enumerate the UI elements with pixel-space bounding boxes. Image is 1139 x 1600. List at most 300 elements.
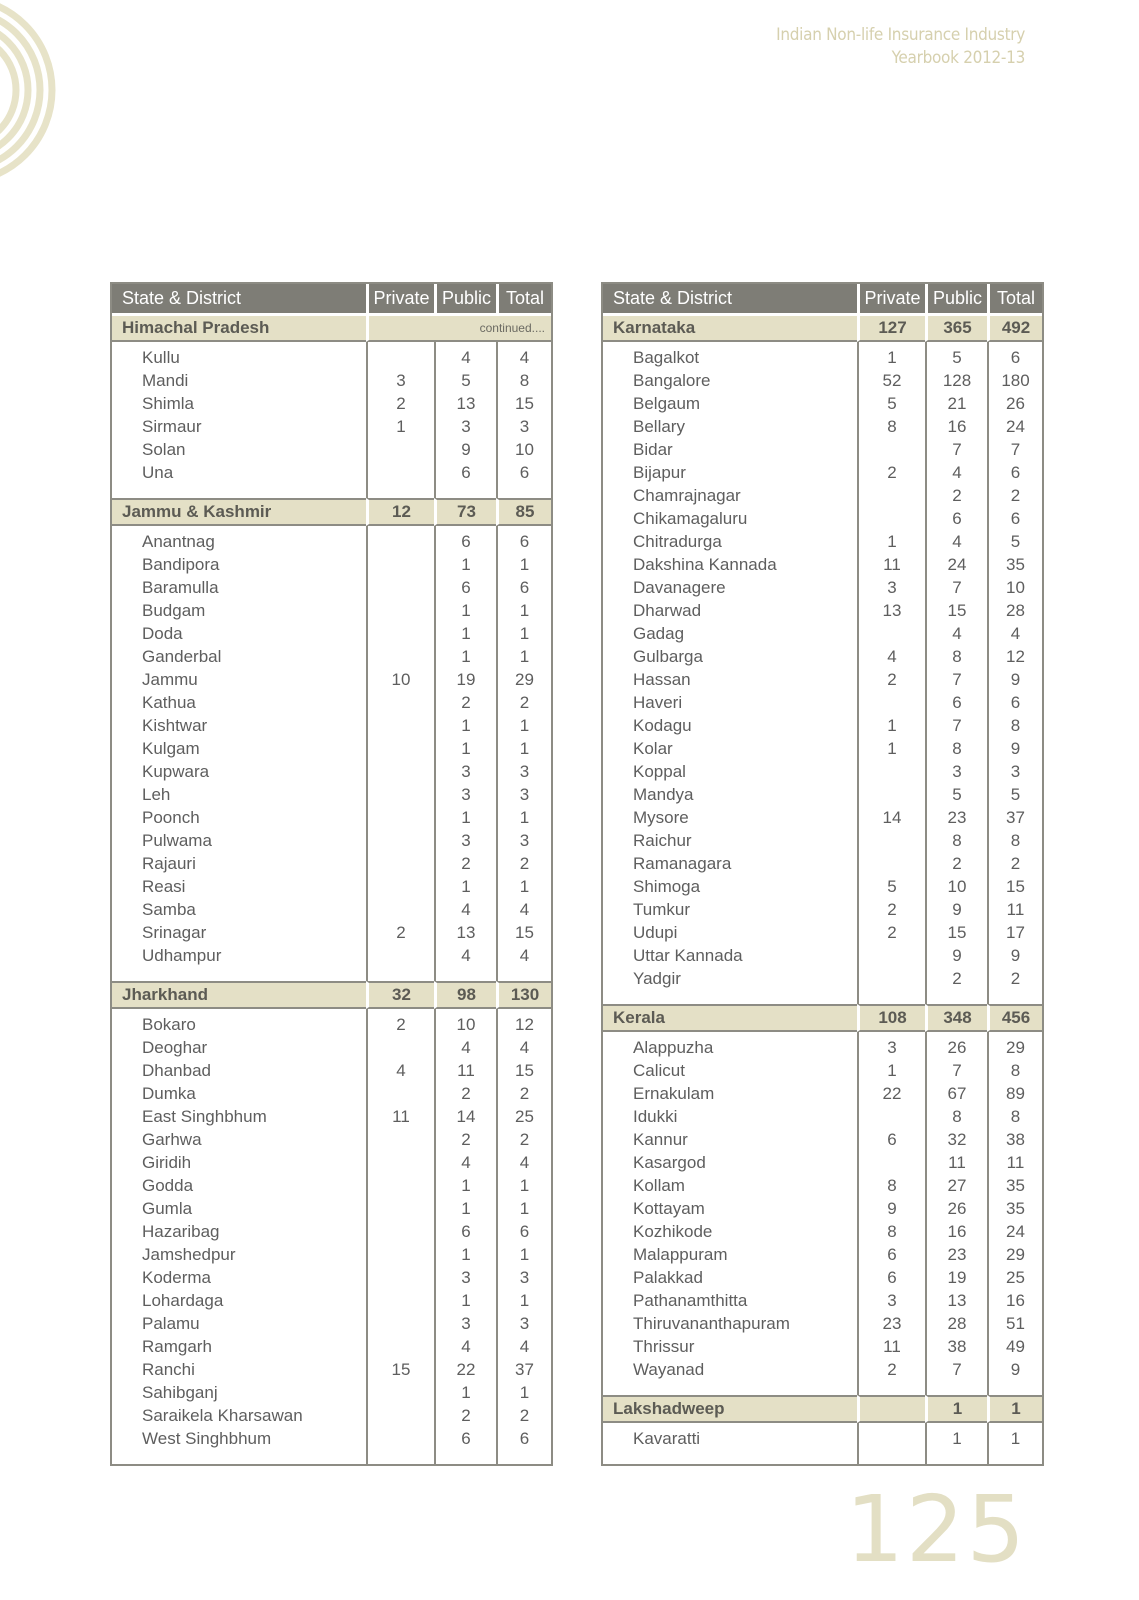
district-public: 6 xyxy=(434,1220,496,1243)
district-private xyxy=(366,714,434,737)
district-total: 6 xyxy=(496,576,551,599)
district-total: 28 xyxy=(987,599,1042,622)
district-total: 6 xyxy=(496,526,551,553)
district-private xyxy=(857,622,925,645)
district-name: Ramanagara xyxy=(633,853,732,873)
district-private: 2 xyxy=(857,921,925,944)
district-private xyxy=(366,526,434,553)
district-row xyxy=(603,438,1042,461)
district-name: Samba xyxy=(142,899,196,919)
district-row xyxy=(112,737,551,760)
district-name: Ernakulam xyxy=(633,1083,715,1103)
district-private: 1 xyxy=(857,714,925,737)
district-total: 35 xyxy=(987,1197,1042,1220)
district-total: 17 xyxy=(987,921,1042,944)
right-district-table xyxy=(601,282,1044,1466)
district-private: 11 xyxy=(857,1335,925,1358)
district-public: 9 xyxy=(925,944,987,967)
state-row xyxy=(603,1395,1042,1423)
district-private xyxy=(366,783,434,806)
district-public: 3 xyxy=(434,1266,496,1289)
district-total: 9 xyxy=(987,1358,1042,1395)
district-name: Palamu xyxy=(142,1313,200,1333)
district-name: Kulgam xyxy=(142,738,200,758)
district-private xyxy=(366,1266,434,1289)
district-public: 10 xyxy=(434,1009,496,1036)
district-row xyxy=(112,1105,551,1128)
district-name: Kozhikode xyxy=(633,1221,713,1241)
district-name: Srinagar xyxy=(142,922,207,942)
left-district-table xyxy=(110,282,553,1466)
district-row xyxy=(112,1335,551,1358)
district-private xyxy=(366,1151,434,1174)
district-total: 1 xyxy=(496,645,551,668)
district-public: 2 xyxy=(925,484,987,507)
district-row xyxy=(112,1358,551,1381)
district-private: 52 xyxy=(857,369,925,392)
district-private xyxy=(366,599,434,622)
district-private xyxy=(366,1197,434,1220)
district-total: 49 xyxy=(987,1335,1042,1358)
district-public: 3 xyxy=(434,1312,496,1335)
state-name: Karnataka xyxy=(603,313,857,342)
district-private: 14 xyxy=(857,806,925,829)
right-table-body xyxy=(603,313,1042,1464)
district-name: Bellary xyxy=(633,416,685,436)
district-name: Bandipora xyxy=(142,554,220,574)
district-public: 15 xyxy=(925,599,987,622)
district-private: 6 xyxy=(857,1128,925,1151)
district-row xyxy=(112,806,551,829)
district-private xyxy=(366,1128,434,1151)
district-total: 4 xyxy=(496,898,551,921)
district-row xyxy=(112,875,551,898)
district-total: 1 xyxy=(496,737,551,760)
district-row xyxy=(603,737,1042,760)
district-total: 2 xyxy=(496,691,551,714)
district-private: 1 xyxy=(366,415,434,438)
district-public: 6 xyxy=(434,1427,496,1464)
district-total: 6 xyxy=(496,1427,551,1464)
district-row xyxy=(603,967,1042,1004)
district-public: 1 xyxy=(434,622,496,645)
district-public: 1 xyxy=(434,645,496,668)
district-private: 6 xyxy=(857,1243,925,1266)
district-public: 23 xyxy=(925,806,987,829)
state-private: 127 xyxy=(857,313,925,342)
district-public: 9 xyxy=(434,438,496,461)
district-row xyxy=(112,1289,551,1312)
district-row xyxy=(112,714,551,737)
left-table-body xyxy=(112,313,551,1464)
district-row xyxy=(112,553,551,576)
district-row xyxy=(603,1312,1042,1335)
district-name: Kishtwar xyxy=(142,715,208,735)
district-private xyxy=(366,342,434,369)
district-public: 16 xyxy=(925,415,987,438)
district-total: 3 xyxy=(496,415,551,438)
district-total: 1 xyxy=(496,1243,551,1266)
district-total: 3 xyxy=(987,760,1042,783)
district-public: 5 xyxy=(925,342,987,369)
district-private xyxy=(857,484,925,507)
district-private xyxy=(857,1423,925,1464)
district-private: 4 xyxy=(857,645,925,668)
district-row xyxy=(603,507,1042,530)
district-public: 38 xyxy=(925,1335,987,1358)
column-header-total: Total xyxy=(987,284,1042,313)
district-name: Kathua xyxy=(142,692,196,712)
district-total: 10 xyxy=(987,576,1042,599)
district-total: 2 xyxy=(987,967,1042,1004)
district-public: 6 xyxy=(434,526,496,553)
district-row xyxy=(603,461,1042,484)
district-public: 4 xyxy=(925,461,987,484)
district-private xyxy=(366,1036,434,1059)
district-public: 19 xyxy=(434,668,496,691)
district-private: 23 xyxy=(857,1312,925,1335)
district-name: Jamshedpur xyxy=(142,1244,236,1264)
district-name: Thiruvananthapuram xyxy=(633,1313,790,1333)
district-public: 3 xyxy=(434,829,496,852)
district-row xyxy=(112,1381,551,1404)
district-row xyxy=(603,484,1042,507)
district-row xyxy=(112,622,551,645)
district-private xyxy=(366,829,434,852)
district-total: 37 xyxy=(496,1358,551,1381)
state-row xyxy=(112,498,551,526)
district-name: Baramulla xyxy=(142,577,219,597)
district-private xyxy=(857,1151,925,1174)
district-private: 8 xyxy=(857,1174,925,1197)
district-public: 4 xyxy=(434,1151,496,1174)
district-name: Mandi xyxy=(142,370,189,390)
district-total: 8 xyxy=(987,1105,1042,1128)
district-private xyxy=(366,1381,434,1404)
district-name: Bokaro xyxy=(142,1014,196,1034)
district-row xyxy=(603,1335,1042,1358)
district-private: 3 xyxy=(857,576,925,599)
district-private xyxy=(366,691,434,714)
district-total: 9 xyxy=(987,944,1042,967)
district-public: 2 xyxy=(925,967,987,1004)
decorative-arc-graphic xyxy=(0,0,70,230)
district-public: 27 xyxy=(925,1174,987,1197)
district-row xyxy=(112,1197,551,1220)
district-row xyxy=(603,576,1042,599)
district-total: 5 xyxy=(987,783,1042,806)
district-private: 10 xyxy=(366,668,434,691)
table-header-row xyxy=(112,284,551,313)
district-total: 15 xyxy=(987,875,1042,898)
district-total: 6 xyxy=(987,507,1042,530)
district-public: 24 xyxy=(925,553,987,576)
district-row xyxy=(603,599,1042,622)
district-private xyxy=(857,760,925,783)
district-name: Shimoga xyxy=(633,876,701,896)
district-row xyxy=(112,1128,551,1151)
district-name: Kavaratti xyxy=(633,1428,701,1448)
district-private: 4 xyxy=(366,1059,434,1082)
district-private: 8 xyxy=(857,415,925,438)
district-public: 1 xyxy=(434,1243,496,1266)
district-name: Una xyxy=(142,462,174,482)
page-number: 125 xyxy=(845,1476,1027,1583)
district-name: Raichur xyxy=(633,830,692,850)
state-row xyxy=(112,313,551,342)
district-total: 2 xyxy=(987,484,1042,507)
district-total: 2 xyxy=(496,852,551,875)
district-private xyxy=(857,438,925,461)
district-name: Bidar xyxy=(633,439,673,459)
district-total: 1 xyxy=(496,875,551,898)
column-header-total: Total xyxy=(496,284,551,313)
district-name: Dharwad xyxy=(633,600,702,620)
state-total: 85 xyxy=(496,498,551,526)
state-public: 365 xyxy=(925,313,987,342)
district-private xyxy=(366,852,434,875)
district-public: 1 xyxy=(925,1423,987,1464)
district-name: Davanagere xyxy=(633,577,726,597)
district-row xyxy=(603,1082,1042,1105)
district-row xyxy=(603,415,1042,438)
district-public: 3 xyxy=(434,783,496,806)
state-name: Lakshadweep xyxy=(603,1395,857,1423)
district-total: 26 xyxy=(987,392,1042,415)
district-public: 2 xyxy=(925,852,987,875)
district-public: 1 xyxy=(434,875,496,898)
district-total: 4 xyxy=(496,944,551,981)
district-private: 2 xyxy=(857,898,925,921)
district-total: 1 xyxy=(496,1197,551,1220)
district-name: Udhampur xyxy=(142,945,222,965)
district-public: 4 xyxy=(434,1036,496,1059)
district-public: 1 xyxy=(434,1381,496,1404)
district-row xyxy=(603,1358,1042,1395)
district-total: 4 xyxy=(987,622,1042,645)
district-row xyxy=(112,1404,551,1427)
district-row xyxy=(603,714,1042,737)
district-public: 8 xyxy=(925,1105,987,1128)
district-total: 25 xyxy=(496,1105,551,1128)
district-name: Sahibganj xyxy=(142,1382,218,1402)
district-total: 16 xyxy=(987,1289,1042,1312)
district-private xyxy=(857,507,925,530)
district-public: 9 xyxy=(925,898,987,921)
district-row xyxy=(112,1174,551,1197)
district-row xyxy=(603,852,1042,875)
district-private: 1 xyxy=(857,342,925,369)
column-header-state-district: State & District xyxy=(112,284,366,313)
district-name: Budgam xyxy=(142,600,206,620)
district-name: Bangalore xyxy=(633,370,711,390)
district-total: 29 xyxy=(987,1243,1042,1266)
district-public: 5 xyxy=(434,369,496,392)
district-public: 1 xyxy=(434,1289,496,1312)
district-total: 1 xyxy=(496,1381,551,1404)
state-total: 456 xyxy=(987,1004,1042,1032)
district-public: 4 xyxy=(434,944,496,981)
district-private xyxy=(857,967,925,1004)
district-private: 1 xyxy=(857,737,925,760)
district-private xyxy=(366,944,434,981)
district-private: 3 xyxy=(857,1289,925,1312)
state-private: 108 xyxy=(857,1004,925,1032)
district-private xyxy=(366,1243,434,1266)
state-name: Jharkhand xyxy=(112,981,366,1009)
state-name: Kerala xyxy=(603,1004,857,1032)
district-name: Haveri xyxy=(633,692,683,712)
district-public: 28 xyxy=(925,1312,987,1335)
district-row xyxy=(603,668,1042,691)
district-public: 7 xyxy=(925,714,987,737)
district-row xyxy=(603,875,1042,898)
district-row xyxy=(603,1243,1042,1266)
district-public: 1 xyxy=(434,1197,496,1220)
district-total: 25 xyxy=(987,1266,1042,1289)
district-name: Pulwama xyxy=(142,830,212,850)
district-private: 3 xyxy=(857,1032,925,1059)
column-header-public: Public xyxy=(925,284,987,313)
district-total: 8 xyxy=(987,714,1042,737)
district-public: 5 xyxy=(925,783,987,806)
district-row xyxy=(603,369,1042,392)
district-private xyxy=(366,1404,434,1427)
district-name: Gumla xyxy=(142,1198,193,1218)
district-total: 1 xyxy=(496,714,551,737)
district-public: 1 xyxy=(434,806,496,829)
district-public: 1 xyxy=(434,599,496,622)
district-total: 15 xyxy=(496,921,551,944)
district-name: Ramgarh xyxy=(142,1336,212,1356)
district-private xyxy=(366,806,434,829)
district-private xyxy=(857,829,925,852)
district-private: 1 xyxy=(857,530,925,553)
district-name: Malappuram xyxy=(633,1244,728,1264)
state-name: Jammu & Kashmir xyxy=(112,498,366,526)
column-header-private: Private xyxy=(366,284,434,313)
district-row xyxy=(603,898,1042,921)
district-private xyxy=(366,1312,434,1335)
district-row xyxy=(603,1128,1042,1151)
district-row xyxy=(112,438,551,461)
district-public: 2 xyxy=(434,852,496,875)
district-private: 8 xyxy=(857,1220,925,1243)
district-total: 6 xyxy=(987,691,1042,714)
district-name: Jammu xyxy=(142,669,198,689)
district-total: 8 xyxy=(987,1059,1042,1082)
district-name: Kolar xyxy=(633,738,673,758)
district-public: 8 xyxy=(925,829,987,852)
district-name: Garhwa xyxy=(142,1129,202,1149)
district-name: Bijapur xyxy=(633,462,686,482)
district-total: 35 xyxy=(987,1174,1042,1197)
district-name: Dumka xyxy=(142,1083,196,1103)
district-row xyxy=(603,553,1042,576)
district-row xyxy=(112,760,551,783)
district-public: 3 xyxy=(925,760,987,783)
district-row xyxy=(112,599,551,622)
district-name: Belgaum xyxy=(633,393,701,413)
column-header-state-district: State & District xyxy=(603,284,857,313)
district-public: 22 xyxy=(434,1358,496,1381)
district-name: Mandya xyxy=(633,784,694,804)
district-name: Bagalkot xyxy=(633,347,700,367)
district-private: 2 xyxy=(366,921,434,944)
district-private xyxy=(366,760,434,783)
district-private: 15 xyxy=(366,1358,434,1381)
district-name: Chikamagaluru xyxy=(633,508,748,528)
district-private xyxy=(366,875,434,898)
district-total: 6 xyxy=(987,342,1042,369)
district-name: West Singhbhum xyxy=(142,1428,272,1448)
district-total: 9 xyxy=(987,668,1042,691)
district-total: 3 xyxy=(496,829,551,852)
district-total: 8 xyxy=(496,369,551,392)
district-private xyxy=(366,737,434,760)
district-name: Palakkad xyxy=(633,1267,703,1287)
district-row xyxy=(603,829,1042,852)
state-public: 348 xyxy=(925,1004,987,1032)
district-name: Deoghar xyxy=(142,1037,208,1057)
district-public: 1 xyxy=(434,737,496,760)
district-row xyxy=(112,1151,551,1174)
district-private xyxy=(366,1335,434,1358)
district-row xyxy=(112,1036,551,1059)
district-row xyxy=(603,1151,1042,1174)
district-row xyxy=(603,1032,1042,1059)
district-row xyxy=(112,921,551,944)
district-total: 1 xyxy=(987,1423,1042,1464)
district-private: 9 xyxy=(857,1197,925,1220)
state-private: 32 xyxy=(366,981,434,1009)
district-total: 4 xyxy=(496,1151,551,1174)
district-total: 180 xyxy=(987,369,1042,392)
district-row xyxy=(112,1243,551,1266)
district-name: Lohardaga xyxy=(142,1290,224,1310)
district-name: Pathanamthitta xyxy=(633,1290,748,1310)
district-public: 7 xyxy=(925,576,987,599)
district-row xyxy=(112,645,551,668)
district-name: Shimla xyxy=(142,393,194,413)
district-row xyxy=(603,1220,1042,1243)
district-public: 4 xyxy=(434,898,496,921)
district-private xyxy=(857,944,925,967)
district-public: 1 xyxy=(434,553,496,576)
district-total: 1 xyxy=(496,622,551,645)
district-public: 8 xyxy=(925,645,987,668)
district-name: Idukki xyxy=(633,1106,678,1126)
district-total: 3 xyxy=(496,760,551,783)
district-row xyxy=(603,645,1042,668)
district-total: 2 xyxy=(496,1082,551,1105)
district-row xyxy=(603,1105,1042,1128)
district-total: 7 xyxy=(987,438,1042,461)
district-public: 26 xyxy=(925,1197,987,1220)
district-row xyxy=(112,1009,551,1036)
district-public: 6 xyxy=(925,691,987,714)
district-private xyxy=(366,1174,434,1197)
district-row xyxy=(603,1059,1042,1082)
district-public: 23 xyxy=(925,1243,987,1266)
district-public: 3 xyxy=(434,760,496,783)
district-total: 6 xyxy=(496,1220,551,1243)
district-public: 3 xyxy=(434,415,496,438)
district-total: 8 xyxy=(987,829,1042,852)
district-private xyxy=(366,1082,434,1105)
district-private: 11 xyxy=(366,1105,434,1128)
column-header-public: Public xyxy=(434,284,496,313)
